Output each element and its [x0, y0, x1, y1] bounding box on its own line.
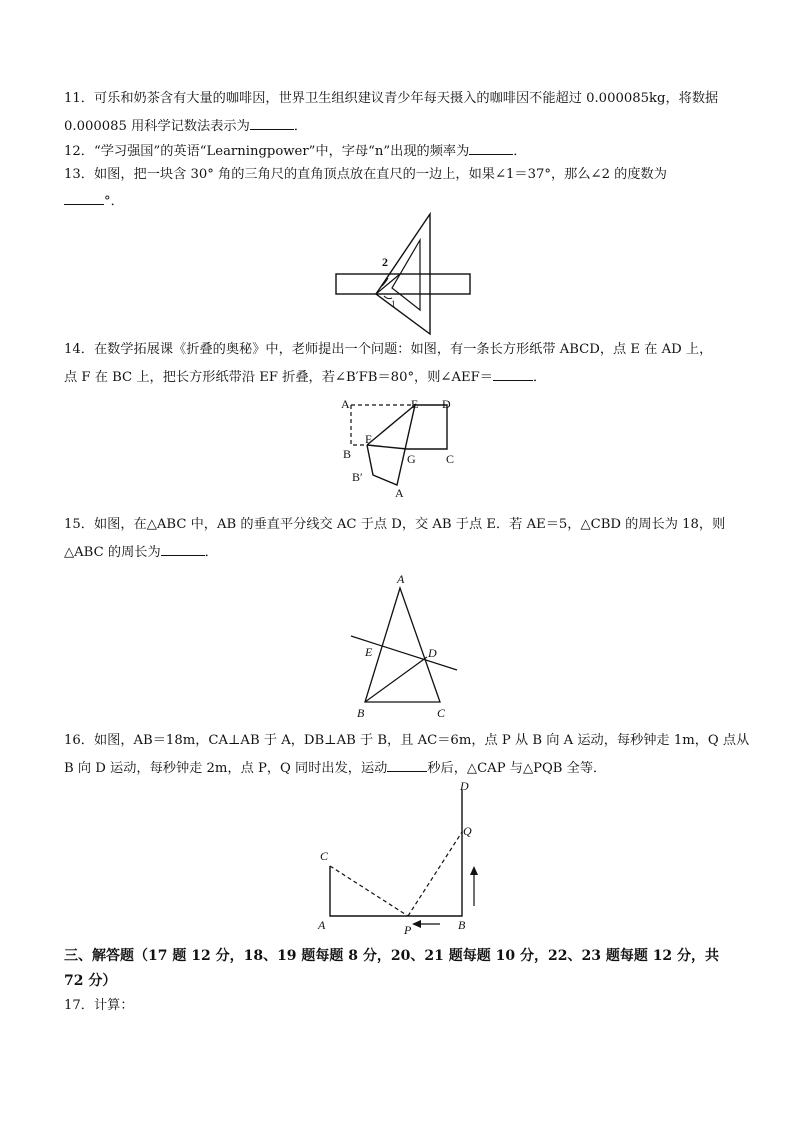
- q14-label-A: A: [341, 397, 350, 411]
- q12-line: [64, 141, 526, 161]
- q13-label-angle2: 2: [382, 255, 388, 269]
- q15-answer-blank[interactable]: [161, 542, 205, 556]
- q16-label-D: D: [460, 779, 469, 793]
- q16-label-A: A: [318, 918, 326, 932]
- q13-label-angle1: 1: [391, 299, 396, 309]
- q11-line2: [64, 116, 307, 136]
- q16-label-P: P: [404, 923, 412, 937]
- q16-answer-blank[interactable]: [387, 758, 427, 772]
- ruler: [336, 274, 470, 294]
- frame-CABD: [330, 790, 462, 916]
- q16-line2: [64, 758, 606, 778]
- dashed-PQ: [408, 832, 462, 916]
- folded-part: [367, 405, 415, 485]
- q13-end: °．: [104, 194, 124, 209]
- q16-label-Q: Q: [463, 824, 472, 838]
- q16-line1: 16．如图，AB＝18m，CA⊥AB 于 A，DB⊥AB 于 B，且 AC＝6m，点 P 从 B 向 A 运动，每秒钟走 1m，Q 点从: [64, 733, 750, 748]
- q13-line2: [64, 191, 124, 211]
- q14-label-Bprime: B′: [352, 470, 363, 484]
- q17-line: 17．计算：: [64, 998, 134, 1013]
- q15-label-C: C: [437, 706, 446, 720]
- segment-FG: [367, 445, 407, 449]
- q14-end: ．: [532, 370, 547, 385]
- q13-figure: [330, 210, 480, 335]
- q15-label-D: D: [428, 646, 437, 660]
- q16-line2b: 秒后，△CAP 与△PQB 全等．: [427, 761, 607, 776]
- q15-label-E: E: [365, 645, 373, 659]
- q11-answer-blank[interactable]: [250, 116, 294, 130]
- q14-label-E: E: [411, 397, 419, 411]
- q14-label-C: C: [446, 452, 455, 466]
- q15-line2: [64, 542, 218, 562]
- q14-line2: [64, 367, 546, 387]
- q13-answer-blank[interactable]: [64, 191, 104, 205]
- q15-label-A: A: [397, 572, 405, 586]
- q14-line1: 14．在数学拓展课《折叠的奥秘》中，老师提出一个问题：如图，有一条长方形纸带 ABCD，点 E 在 AD 上，: [64, 342, 713, 357]
- q15-label-B: B: [357, 706, 365, 720]
- q16-label-B: B: [458, 918, 466, 932]
- segment-BD: [365, 657, 427, 702]
- q12-answer-blank[interactable]: [469, 141, 513, 155]
- q14-label-G: G: [407, 452, 416, 466]
- q16-label-C: C: [320, 849, 329, 863]
- q16-line2a: B 向 D 运动，每秒钟走 2m，点 P，Q 同时出发，运动: [64, 761, 388, 776]
- q16-figure: [312, 778, 487, 940]
- section3-heading-line2: 72 分）: [64, 973, 117, 989]
- triangle-ABC: [365, 588, 440, 702]
- q15-figure: [345, 570, 465, 722]
- q11-line2-text: 0.000085 用科学记数法表示为: [64, 119, 250, 134]
- q11-line1: 11．可乐和奶茶含有大量的咖啡因，世界卫生组织建议青少年每天摄入的咖啡因不能超过 0.000085kg，将数据: [64, 91, 719, 106]
- q14-label-B: B: [343, 447, 352, 461]
- arrow-up-head: [470, 866, 478, 875]
- dashed-CP: [330, 866, 408, 916]
- q14-label-D: D: [442, 397, 451, 411]
- q15-line2-text: △ABC 的周长为: [64, 545, 161, 560]
- q15-end: ．: [204, 545, 218, 560]
- q12-text: 12．“学习强国”的英语“Learningpower”中，字母“n”出现的频率为: [64, 144, 470, 159]
- q13-line1: 13．如图，把一块含 30° 角的三角尺的直角顶点放在直尺的一边上，如果∠1＝37°，那么∠2 的度数为: [64, 167, 667, 182]
- q12-end: ．: [513, 144, 527, 159]
- section3-heading-line1: 三、解答题（17 题 12 分，18、19 题每题 8 分，20、21 题每题 10 分，22、23 题每题 12 分，共: [64, 948, 720, 964]
- q15-line1: 15．如图，在△ABC 中，AB 的垂直平分线交 AC 于点 D，交 AB 于点 E．若 AE＝5，△CBD 的周长为 18，则: [64, 517, 726, 532]
- q14-label-F: F: [365, 432, 372, 446]
- arrow-left-head: [412, 920, 421, 928]
- q14-line2-text: 点 F 在 BC 上，把长方形纸带沿 EF 折叠，若∠B′FB＝80°，则∠AEF＝: [64, 370, 493, 385]
- q14-label-A-folded: A: [395, 486, 404, 500]
- q14-figure: [335, 393, 465, 505]
- q11-end: ．: [293, 119, 307, 134]
- q14-answer-blank[interactable]: [493, 367, 533, 381]
